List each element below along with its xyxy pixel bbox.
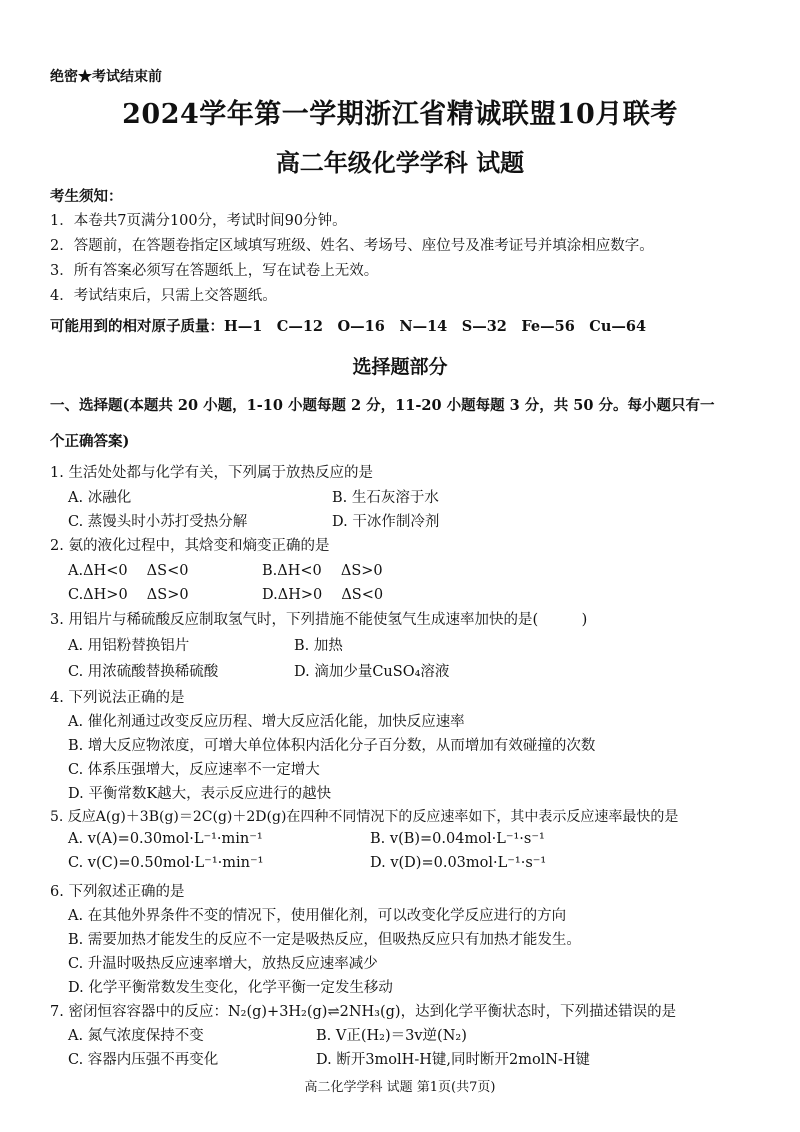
option: A. 用铝粉替换铝片 — [68, 638, 190, 654]
option: D.ΔH>0 ΔS<0 — [262, 587, 384, 603]
question-stem: 5. 反应A(g)＋3B(g)＝2C(g)＋2D(g)在四种不同情况下的反应速率如下，其中表示反应速率最快的是 — [50, 809, 679, 825]
option: B. 生石灰溶于水 — [332, 490, 439, 506]
option: B. 加热 — [294, 638, 343, 654]
option: C. 用浓硫酸替换稀硫酸 — [68, 664, 219, 680]
option: D. 化学平衡常数发生变化，化学平衡一定发生移动 — [68, 980, 393, 996]
option: A. 催化剂通过改变反应历程、增大反应活化能，加快反应速率 — [68, 714, 465, 730]
option: C. 容器内压强不再变化 — [68, 1052, 219, 1068]
option: D. 滴加少量CuSO₄溶液 — [294, 664, 450, 680]
question-stem: 2. 氨的液化过程中，其焓变和熵变正确的是 — [50, 538, 330, 554]
option: B. 需要加热才能发生的反应不一定是吸热反应，但吸热反应只有加热才能发生。 — [68, 932, 581, 948]
option: A. 在其他外界条件不变的情况下，使用催化剂，可以改变化学反应进行的方向 — [68, 908, 567, 924]
question-stem: 7. 密闭恒容容器中的反应：N₂(g)+3H₂(g)⇌2NH₃(g)，达到化学平衡状态时，下列描述错误的是 — [50, 1004, 677, 1020]
secret-label: 绝密★考试结束前 — [50, 69, 162, 85]
option: D. 干冰作制冷剂 — [332, 514, 440, 530]
exam-title: 2024学年第一学期浙江省精诚联盟10月联考 — [122, 99, 678, 130]
option: C. v(C)=0.50mol·L⁻¹·min⁻¹ — [68, 855, 264, 871]
option: D. v(D)=0.03mol·L⁻¹·s⁻¹ — [370, 855, 547, 871]
page-footer: 高二化学学科 试题 第1页(共7页) — [304, 1080, 496, 1095]
option: A. 冰融化 — [68, 490, 132, 506]
option: C. 蒸馒头时小苏打受热分解 — [68, 514, 248, 530]
part-instruction-cont: 个正确答案) — [50, 433, 130, 450]
section-title: 选择题部分 — [352, 356, 448, 378]
option: B.ΔH<0 ΔS>0 — [262, 563, 383, 579]
atomic-mass-line: 可能用到的相对原子质量：H—1 C—12 O—16 N—14 S—32 Fe—56 Cu—64 — [50, 318, 647, 335]
question-stem: 1. 生活处处都与化学有关，下列属于放热反应的是 — [50, 465, 373, 481]
option: C. 体系压强增大，反应速率不一定增大 — [68, 762, 320, 778]
option: D. 平衡常数K越大，表示反应进行的越快 — [68, 786, 332, 802]
notice-item: 3．所有答案必须写在答题纸上，写在试卷上无效。 — [50, 263, 379, 279]
question-stem: 4. 下列说法正确的是 — [50, 690, 185, 706]
option: C. 升温时吸热反应速率增大，放热反应速率减少 — [68, 956, 378, 972]
option: C.ΔH>0 ΔS>0 — [68, 587, 189, 603]
option: B. V正(H₂)＝3v逆(N₂) — [316, 1028, 467, 1044]
option: A. v(A)=0.30mol·L⁻¹·min⁻¹ — [68, 831, 263, 847]
option: A. 氮气浓度保持不变 — [68, 1028, 204, 1044]
question-stem: 3. 用铝片与稀硫酸反应制取氢气时，下列措施不能使氢气生成速率加快的是( ) — [50, 612, 588, 628]
notice-heading: 考生须知： — [50, 188, 123, 205]
notice-item: 4．考试结束后，只需上交答题纸。 — [50, 288, 277, 304]
notice-item: 1．本卷共7页满分100分，考试时间90分钟。 — [50, 213, 347, 229]
notice-item: 2．答题前，在答题卷指定区域填写班级、姓名、考场号、座位号及准考证号并填涂相应数字。 — [50, 238, 654, 254]
part-instruction: 一、选择题(本题共 20 小题，1-10 小题每题 2 分，11-20 小题每题 3 分，共 50 分。每小题只有一 — [50, 397, 715, 414]
option: D. 断开3molH-H键,同时断开2molN-H键 — [316, 1052, 591, 1068]
option: B. v(B)=0.04mol·L⁻¹·s⁻¹ — [370, 831, 545, 847]
exam-subtitle: 高二年级化学学科 试题 — [275, 148, 525, 177]
option: A.ΔH<0 ΔS<0 — [68, 563, 189, 579]
question-stem: 6. 下列叙述正确的是 — [50, 884, 185, 900]
option: B. 增大反应物浓度，可增大单位体积内活化分子百分数，从而增加有效碰撞的次数 — [68, 738, 596, 754]
